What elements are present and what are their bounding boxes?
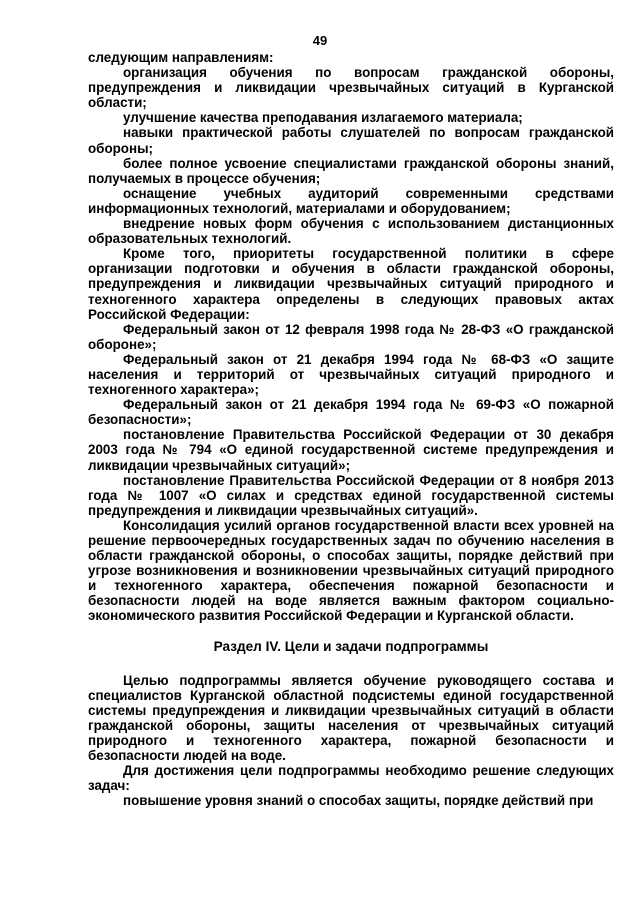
section-heading: Раздел IV. Цели и задачи подпрограммы [213, 638, 489, 654]
paragraph: Для достижения цели подпрограммы необходимо решение следующих задач: [88, 763, 614, 794]
paragraph: постановление Правительства Российской Федерации от 30 декабря 2003 года № 794 «О единой государственной системе предупреждения и ликвидации чрезвычайных ситуаций»; [88, 427, 614, 473]
page-number: 49 [312, 33, 328, 48]
document-body [88, 50, 614, 809]
paragraph: следующим направлениям: [88, 50, 274, 65]
paragraph: оснащение учебных аудиторий современными средствами информационных технологий, материалами и оборудованием; [88, 185, 614, 216]
paragraph: организация обучения по вопросам гражданской обороны, предупреждения и ликвидации чрезвычайных ситуаций в Курганской области; [88, 65, 614, 111]
paragraph: Федеральный закон от 21 декабря 1994 года № 68-ФЗ «О защите населения и территорий от чрезвычайных ситуаций природного и техногенного характера»; [88, 351, 614, 398]
scan-edge [0, 0, 6, 905]
paragraph: внедрение новых форм обучения с использованием дистанционных образовательных технологий. [88, 216, 614, 247]
paragraph: Федеральный закон от 21 декабря 1994 года № 69-ФЗ «О пожарной безопасности»; [88, 397, 614, 428]
paragraph: Федеральный закон от 12 февраля 1998 года № 28-ФЗ «О гражданской обороне»; [88, 321, 614, 352]
paragraph: Консолидация усилий органов государственной власти всех уровней на решение первоочередных государственных задач по обучению населения в области гражданской обороны, о способах защиты, порядке действий при угрозе возникновения и возникновении чрезвычайных ситуаций природного и техногенного характера, обеспечения пожарной безопасности и безопасности людей на воде является важным фактором социально-экономического развития Российской Федерации и Курганской области. [88, 517, 614, 624]
paragraph: более полное усвоение специалистами гражданской обороны знаний, получаемых в процессе обучения; [88, 155, 614, 186]
paragraph: повышение уровня знаний о способах защиты, порядке действий при [123, 793, 594, 809]
paragraph: Целью подпрограммы является обучение руководящего состава и специалистов Курганской областной подсистемы единой государственной системы предупреждения и ликвидации чрезвычайных ситуаций в области гражданской обороны, защиты населения от чрезвычайных ситуаций природного и техногенного характера, пожарной безопасности и безопасности людей на воде. [88, 672, 614, 764]
paragraph: навыки практической работы слушателей по вопросам гражданской обороны; [88, 125, 614, 156]
paragraph: улучшение качества преподавания излагаемого материала; [123, 110, 523, 126]
paragraph: Кроме того, приоритеты государственной политики в сфере организации подготовки и обучения в области гражданской обороны, предупреждения и ликвидации чрезвычайных ситуаций природного и техногенного характера определены в следующих правовых актах Российской Федерации: [88, 246, 614, 322]
paragraph: постановление Правительства Российской Федерации от 8 ноября 2013 года № 1007 «О силах и средствах единой государственной системы предупреждения и ликвидации чрезвычайных ситуаций». [88, 472, 614, 518]
